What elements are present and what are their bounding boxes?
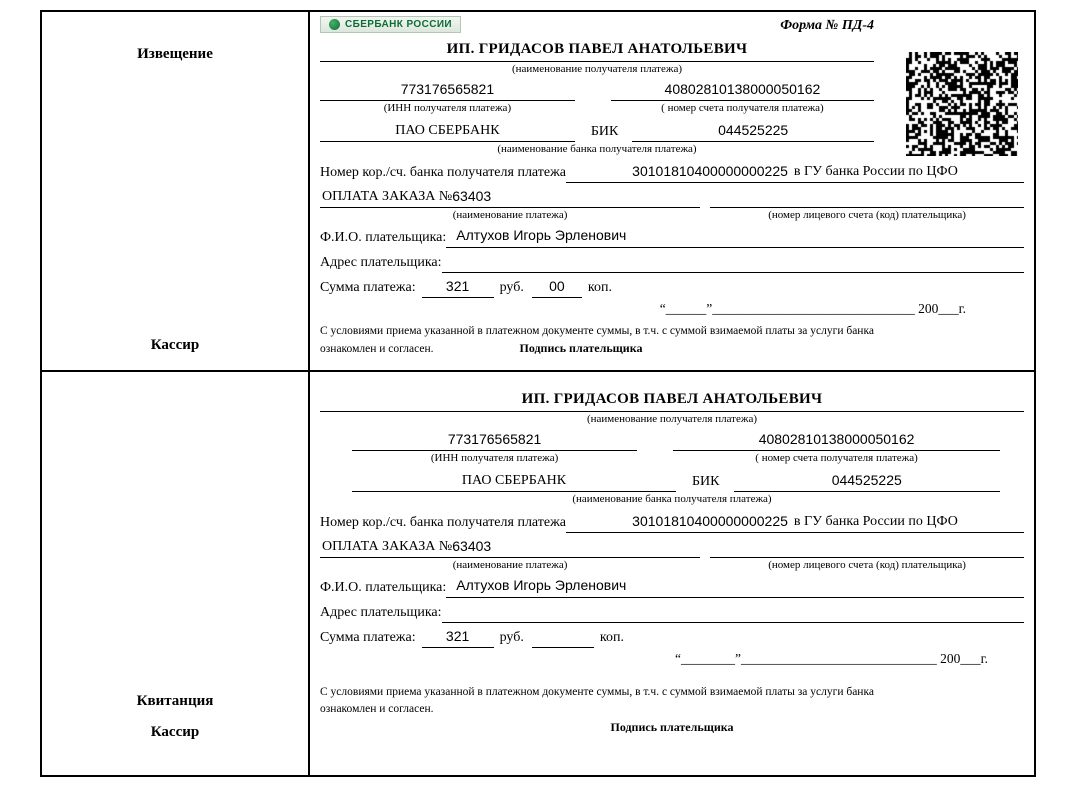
personal-account-line xyxy=(710,538,1024,558)
payer-name-row xyxy=(320,223,1024,248)
sum-row xyxy=(320,273,1024,298)
sum-label: Сумма платежа: xyxy=(320,630,416,645)
payer-name-line xyxy=(446,226,1024,248)
recipient-name: ИП. ГРИДАСОВ ПАВЕЛ АНАТОЛЬЕВИЧ xyxy=(446,41,748,57)
bank-caption: (наименование банка получателя платежа) xyxy=(572,493,772,505)
notice-section-label: Извещение xyxy=(137,46,213,62)
rub-label: руб. xyxy=(499,280,524,295)
recipient-name-line xyxy=(320,40,874,62)
corr-label: Номер кор./сч. банка получателя платежа xyxy=(320,165,566,180)
corr-account: 30101810400000000225 xyxy=(632,513,788,529)
account-caption: ( номер счета получателя платежа) xyxy=(661,102,824,114)
corr-account-row xyxy=(320,508,1024,533)
bik-value: 044525225 xyxy=(632,121,874,142)
inn-value: 773176565821 xyxy=(352,430,637,451)
payer-label: Ф.И.О. плательщика: xyxy=(320,230,447,245)
recipient-name: ИП. ГРИДАСОВ ПАВЕЛ АНАТОЛЬЕВИЧ xyxy=(521,391,823,407)
corr-account: 30101810400000000225 xyxy=(632,163,788,179)
recipient-name-line xyxy=(320,390,1024,412)
payer-name-row xyxy=(320,573,1024,598)
sberbank-logo-icon xyxy=(329,19,340,30)
inn-account-row xyxy=(320,77,874,101)
payer-name: Алтухов Игорь Эрленович xyxy=(456,227,627,243)
corr-account-row xyxy=(320,158,1024,183)
account-value: 40802810138000050162 xyxy=(611,80,874,101)
payment-purpose-line xyxy=(320,537,700,558)
bik-label: БИК xyxy=(590,124,619,139)
notice-upper-block xyxy=(320,16,874,158)
corr-region: в ГУ банка России по ЦФО xyxy=(793,164,958,179)
personal-account-caption: (номер лицевого счета (код) плательщика) xyxy=(768,209,966,221)
inn-value: 773176565821 xyxy=(320,80,575,101)
bank-caption: (наименование банка получателя платежа) xyxy=(497,143,697,155)
bank-name: ПАО СБЕРБАНК xyxy=(352,471,676,492)
payer-name-line xyxy=(446,576,1024,598)
agreement-block xyxy=(320,684,1024,736)
date-line: “________”_____________________________ 200___г. xyxy=(675,651,988,666)
payer-label: Ф.И.О. плательщика: xyxy=(320,580,447,595)
payment-purpose-line xyxy=(320,187,700,208)
account-value: 40802810138000050162 xyxy=(673,430,1000,451)
sum-rub: 321 xyxy=(422,277,494,298)
kop-label: коп. xyxy=(587,280,612,295)
corr-line xyxy=(566,162,1024,183)
agreement-line2-row xyxy=(320,340,1024,358)
inn-account-captions xyxy=(320,101,874,116)
bank-name: ПАО СБЕРБАНК xyxy=(320,121,575,142)
inn-caption: (ИНН получателя платежа) xyxy=(430,452,559,464)
corr-label: Номер кор./сч. банка получателя платежа xyxy=(320,515,566,530)
inn-account-captions xyxy=(320,451,1024,466)
payer-name: Алтухов Игорь Эрленович xyxy=(456,577,627,593)
sum-kop xyxy=(532,628,594,648)
payment-caption: (наименование платежа) xyxy=(452,559,568,571)
payment-purpose-row xyxy=(320,183,1024,208)
bik-label: БИК xyxy=(692,474,720,489)
signature-label: Подпись плательщика xyxy=(610,720,734,734)
recipient-caption: (наименование получателя платежа) xyxy=(511,63,683,75)
account-caption: ( номер счета получателя платежа) xyxy=(755,452,918,464)
receipt-section-label: Квитанция xyxy=(136,693,214,709)
payment-captions-row xyxy=(320,558,1024,573)
sberbank-logo xyxy=(320,16,461,33)
notice-cashier-label: Кассир xyxy=(150,337,200,353)
address-line xyxy=(442,603,1024,623)
corr-region: в ГУ банка России по ЦФО xyxy=(793,514,958,529)
address-label: Адрес плательщика: xyxy=(320,255,442,270)
sum-label: Сумма платежа: xyxy=(320,280,416,295)
agreement-line2: ознакомлен и согласен. xyxy=(320,703,434,715)
sum-row xyxy=(320,623,1024,648)
pd4-payment-form xyxy=(40,10,1036,777)
personal-account-caption: (номер лицевого счета (код) плательщика) xyxy=(768,559,966,571)
notice-body xyxy=(310,12,1034,372)
address-label: Адрес плательщика: xyxy=(320,605,442,620)
bik-value: 044525225 xyxy=(734,471,1001,492)
order-number: 63403 xyxy=(452,538,492,554)
agreement-line1: С условиями приема указанной в платежном документе суммы, в т.ч. с суммой взимаемой платы за услуги банка xyxy=(320,686,874,698)
qr-code xyxy=(906,52,1018,156)
bank-bik-row xyxy=(320,117,874,142)
payer-address-row xyxy=(320,248,1024,273)
agreement-block xyxy=(320,323,1024,358)
agreement-line2: ознакомлен и согласен. xyxy=(320,343,434,355)
date-line: “______”______________________________ 200___г. xyxy=(659,301,966,316)
payment-purpose-row xyxy=(320,533,1024,558)
order-number: 63403 xyxy=(452,188,492,204)
form-number: Форма № ПД-4 xyxy=(780,18,874,33)
signature-label: Подпись плательщика xyxy=(519,341,643,355)
payment-purpose: ОПЛАТА ЗАКАЗА № xyxy=(322,189,453,204)
notice-header-row xyxy=(320,16,874,40)
bank-bik-row xyxy=(320,467,1024,492)
receipt-stub-column xyxy=(42,372,310,775)
agreement-line1: С условиями приема указанной в платежном документе суммы, в т.ч. с суммой взимаемой платы за услуги банка xyxy=(320,325,874,337)
corr-line xyxy=(566,512,1024,533)
payer-address-row xyxy=(320,598,1024,623)
payment-caption: (наименование платежа) xyxy=(452,209,568,221)
rub-label: руб. xyxy=(499,630,524,645)
personal-account-line xyxy=(710,188,1024,208)
kop-label: коп. xyxy=(599,630,624,645)
receipt-body xyxy=(310,372,1034,775)
inn-account-row xyxy=(320,427,1024,451)
sberbank-logo-text: СБЕРБАНК РОССИИ xyxy=(345,19,453,30)
sum-rub: 321 xyxy=(422,627,494,648)
inn-caption: (ИНН получателя платежа) xyxy=(383,102,512,114)
sum-kop: 00 xyxy=(532,277,582,298)
address-line xyxy=(442,253,1024,273)
payment-purpose: ОПЛАТА ЗАКАЗА № xyxy=(322,539,453,554)
receipt-cashier-label: Кассир xyxy=(150,724,200,740)
recipient-caption: (наименование получателя платежа) xyxy=(586,413,758,425)
notice-stub-column xyxy=(42,12,310,372)
payment-captions-row xyxy=(320,208,1024,223)
